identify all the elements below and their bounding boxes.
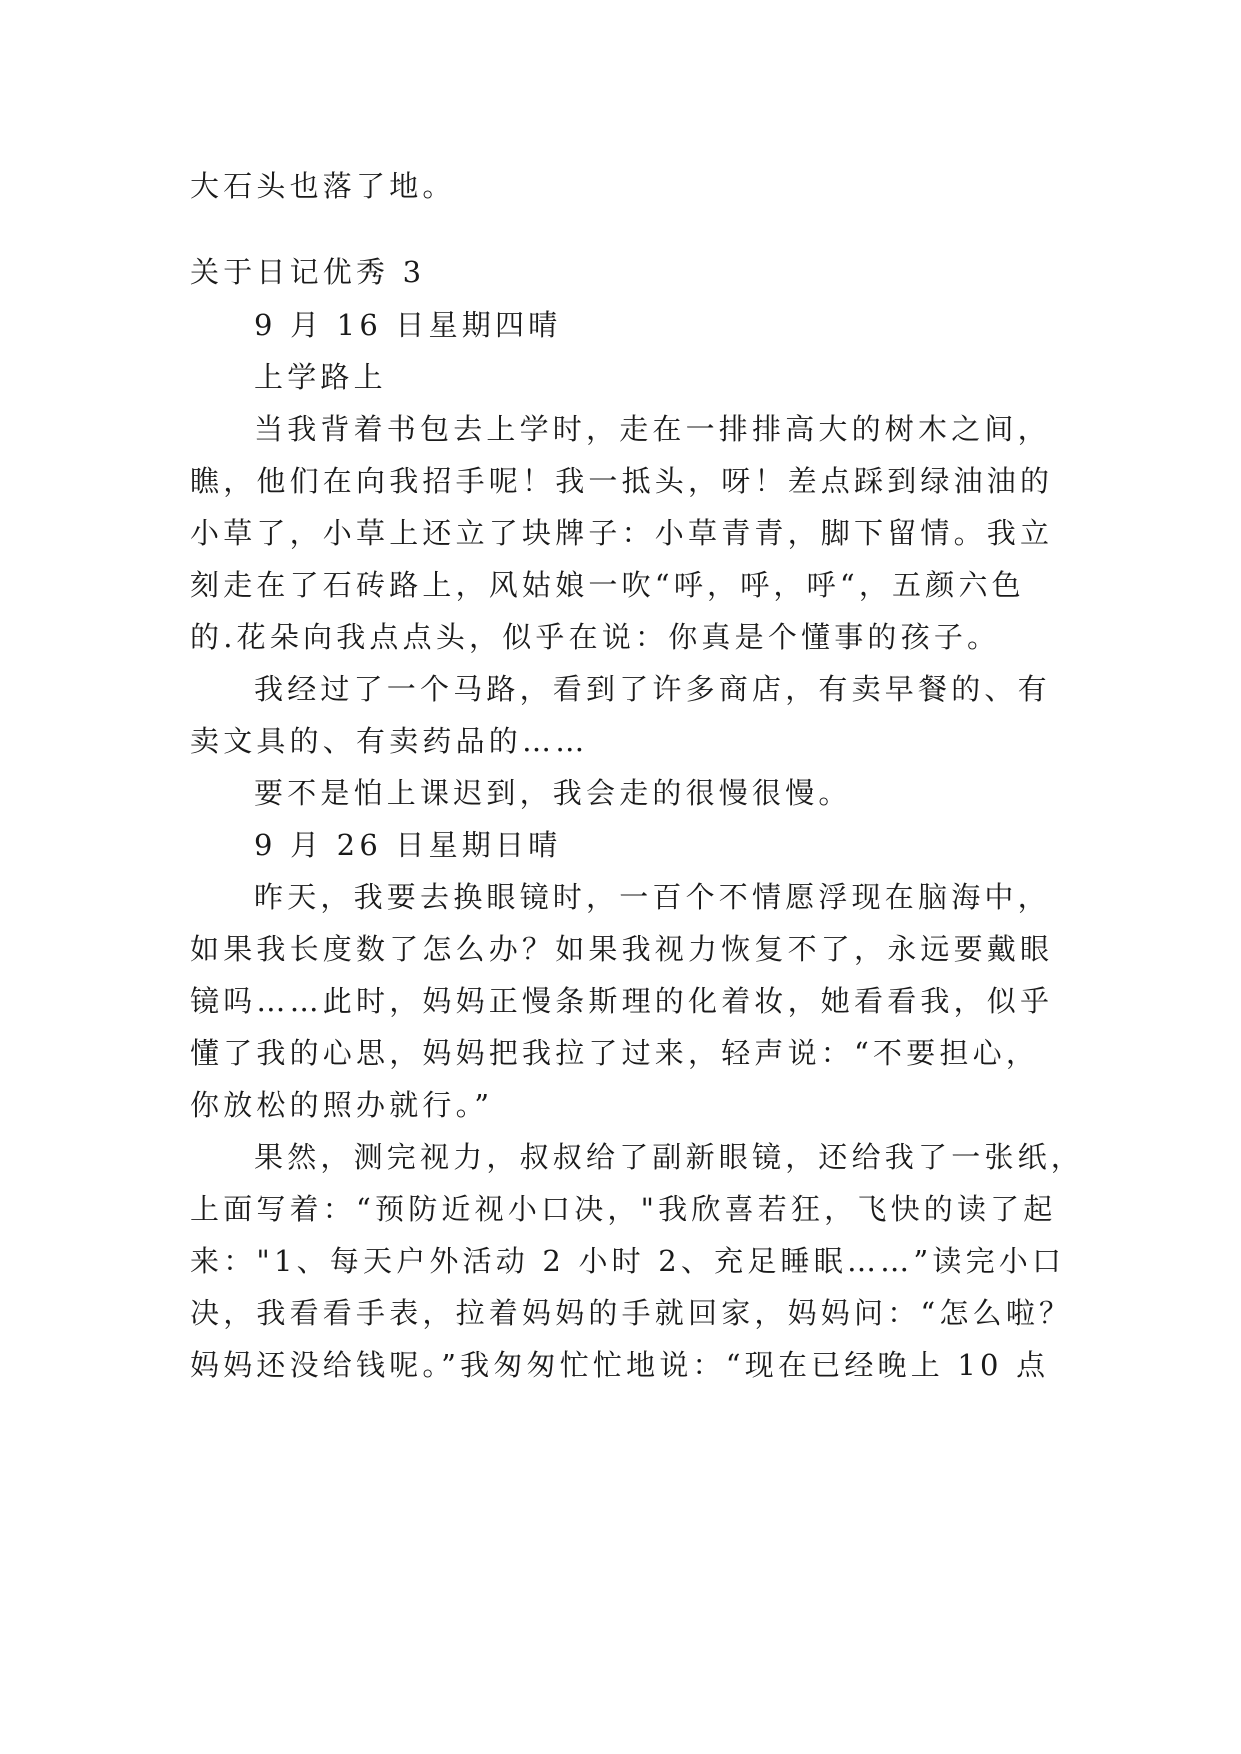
text-line: 卖文具的、有卖药品的……	[190, 724, 589, 758]
text-line: 懂了我的心思，妈妈把我拉了过来，轻声说：“不要担心，	[190, 1036, 1040, 1070]
text-line: 我经过了一个马路，看到了许多商店，有卖早餐的、有	[254, 672, 1051, 706]
diary-title: 上学路上	[254, 360, 387, 394]
text-line: 刻走在了石砖路上，风姑娘一吹“呼，呼，呼“，五颜六色	[190, 568, 1025, 602]
text-line: 昨天，我要去换眼镜时，一百个不情愿浮现在脑海中，	[254, 880, 1051, 914]
text-line: 妈妈还没给钱呢。”我匆匆忙忙地说：“现在已经晚上 10 点	[190, 1348, 1050, 1382]
text-line: 决，我看看手表，拉着妈妈的手就回家，妈妈问：“怎么啦？	[190, 1296, 1073, 1330]
text-line: 来："1、每天户外活动 2 小时 2、充足睡眠……”读完小口	[190, 1244, 1066, 1278]
text-line: 要不是怕上课迟到，我会走的很慢很慢。	[254, 776, 852, 810]
section-heading: 关于日记优秀 3	[190, 255, 426, 289]
text-line: 大石头也落了地。	[190, 169, 456, 203]
diary-date: 9 月 16 日星期四晴	[254, 308, 562, 342]
text-line: 上面写着：“预防近视小口决，"我欣喜若狂，飞快的读了起	[190, 1192, 1057, 1226]
text-line: 如果我长度数了怎么办？如果我视力恢复不了，永远要戴眼	[190, 932, 1054, 966]
text-line: 果然，测完视力，叔叔给了副新眼镜，还给我了一张纸，	[254, 1140, 1085, 1174]
text-line: 镜吗……此时，妈妈正慢条斯理的化着妆，她看看我，似乎	[190, 984, 1054, 1018]
text-line: 的.花朵向我点点头，似乎在说：你真是个懂事的孩子。	[190, 620, 1001, 654]
text-line: 小草了，小草上还立了块牌子：小草青青，脚下留情。我立	[190, 516, 1054, 550]
text-line: 瞧，他们在向我招手呢！我一抵头，呀！差点踩到绿油油的	[190, 464, 1054, 498]
diary-date: 9 月 26 日星期日晴	[254, 828, 562, 862]
text-line: 当我背着书包去上学时，走在一排排高大的树木之间，	[254, 412, 1051, 446]
text-line: 你放松的照办就行。”	[190, 1088, 494, 1122]
